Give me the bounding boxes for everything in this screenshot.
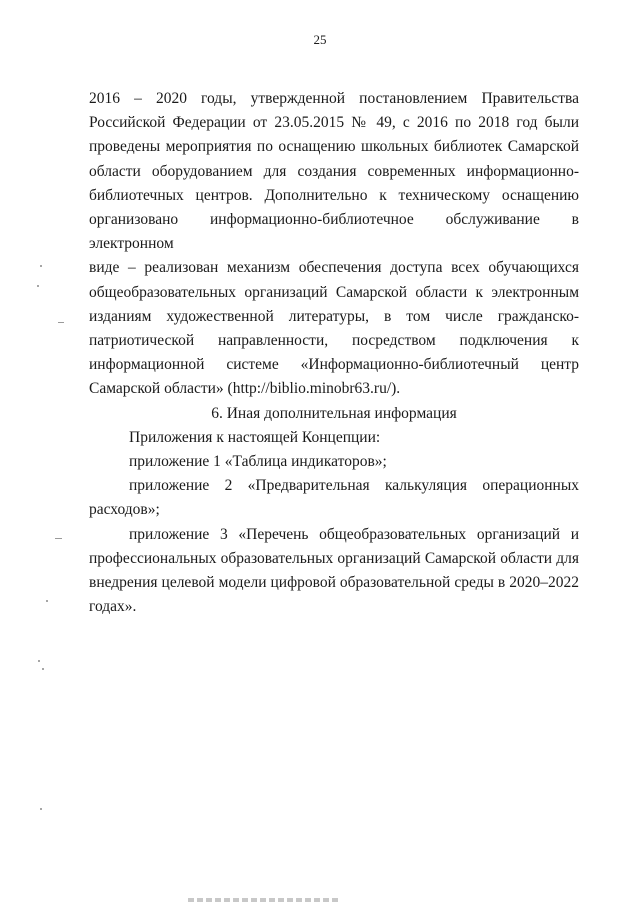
- paragraph-line: информационной системе «Информационно-библиотечный центр: [89, 356, 579, 374]
- document-body: [89, 87, 579, 619]
- appendix-3-line: приложение 3 «Перечень общеобразовательных организаций и: [129, 525, 579, 543]
- paragraph-line: Самарской области» (http://biblio.minobr63.ru/).: [89, 380, 401, 398]
- paragraph-line: проведены мероприятия по оснащению школьных библиотек Самарской: [89, 138, 579, 156]
- paragraph-line: изданиям художественной литературы, в том числе гражданско-: [89, 307, 579, 325]
- scan-artifact: [42, 668, 44, 670]
- paragraph-line: общеобразовательных организаций Самарской области к электронным: [89, 283, 579, 301]
- appendix-2-line: расходов»;: [89, 501, 160, 519]
- scan-artifact: [40, 808, 42, 810]
- scan-artifact: [37, 285, 39, 287]
- page-number: 25: [313, 32, 327, 47]
- paragraph-line: области оборудованием для создания современных информационно-: [89, 162, 579, 180]
- paragraph-line: патриотической направленности, посредством подключения к: [89, 332, 579, 350]
- appendix-1: приложение 1 «Таблица индикаторов»;: [129, 453, 387, 471]
- scan-artifact: [38, 660, 40, 662]
- appendix-3-line: годах».: [89, 598, 137, 616]
- scan-artifact: [55, 538, 62, 539]
- appendix-3-line: профессиональных образовательных организаций Самарской области для: [89, 549, 579, 567]
- scan-artifact: [188, 898, 338, 902]
- scan-artifact: [58, 322, 64, 323]
- paragraph-line: организовано информационно-библиотечное обслуживание в электронном: [89, 211, 579, 253]
- appendix-2-line: приложение 2 «Предварительная калькуляция операционных: [129, 477, 579, 495]
- section-heading: 6. Иная дополнительная информация: [211, 404, 457, 422]
- paragraph-line: 2016 – 2020 годы, утвержденной постановлением Правительства: [89, 90, 579, 107]
- appendix-3-line: внедрения целевой модели цифровой образовательной среды в 2020–2022: [89, 574, 579, 592]
- paragraph-line: Российской Федерации от 23.05.2015 № 49, с 2016 по 2018 год были: [89, 114, 579, 132]
- appendices-intro: Приложения к настоящей Концепции:: [129, 428, 381, 446]
- paragraph-line: библиотечных центров. Дополнительно к техническому оснащению: [89, 186, 579, 204]
- scan-artifact: [40, 265, 42, 267]
- scan-artifact: [46, 600, 48, 602]
- paragraph-line: виде – реализован механизм обеспечения доступа всех обучающихся: [89, 259, 579, 277]
